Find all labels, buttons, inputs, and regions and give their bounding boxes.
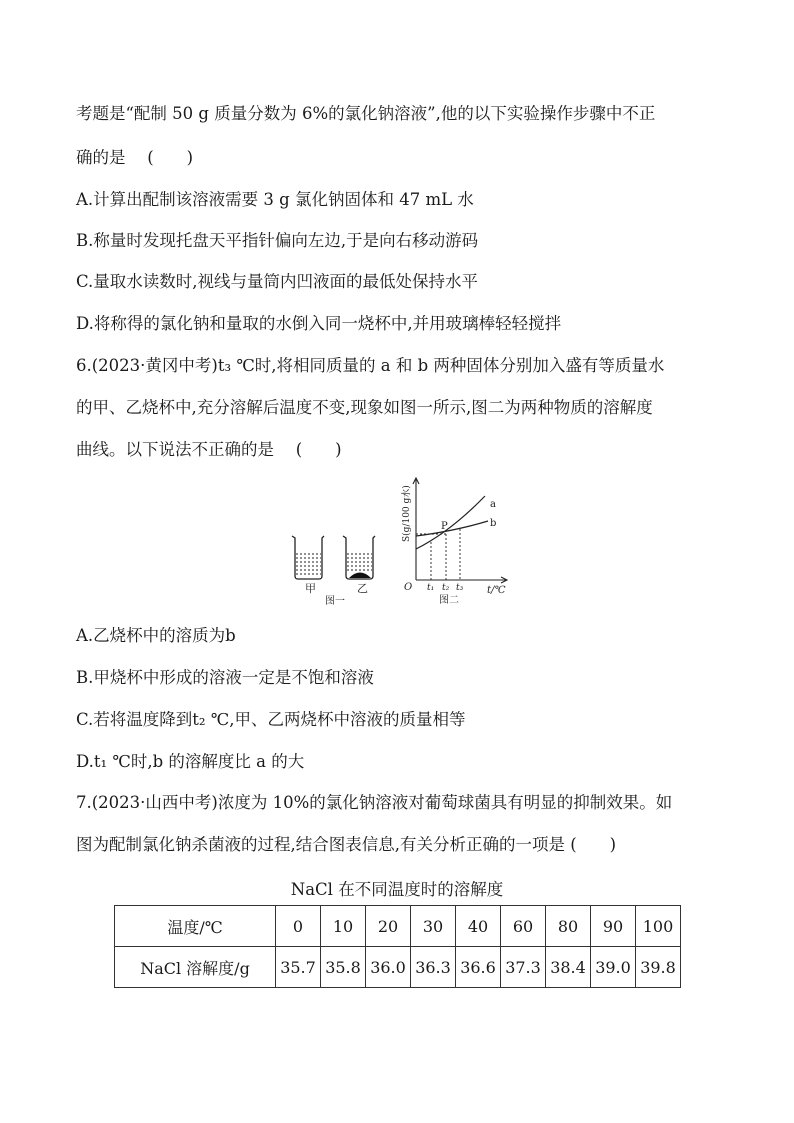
question-6-line-3: 曲线。以下说法不正确的是 ( ) <box>76 440 342 459</box>
table-row-solubility <box>115 947 681 988</box>
option-d-q5: D.将称得的氯化钠和量取的水倒入同一烧杯中,并用玻璃棒轻轻搅拌 <box>76 314 562 333</box>
solubility-table <box>114 905 681 988</box>
table-cell: 20 <box>366 906 411 947</box>
table-cell: 60 <box>501 906 546 947</box>
curve-a <box>416 496 485 549</box>
curve-b-label: b <box>490 518 497 529</box>
option-a-q6: A.乙烧杯中的溶质为b <box>76 626 236 645</box>
undissolved-solid <box>349 573 371 579</box>
origin-label: O <box>404 582 413 593</box>
option-d-q6: D.t₁ ℃时,b 的溶解度比 a 的大 <box>76 752 305 771</box>
option-c-q6: C.若将温度降到t₂ ℃,甲、乙两烧杯中溶液的质量相等 <box>76 710 466 729</box>
y-axis-label: S(g/100 g水) <box>402 485 412 542</box>
beaker-left <box>292 536 324 579</box>
table-cell: 80 <box>546 906 591 947</box>
curve-b <box>416 521 488 536</box>
table-cell: 40 <box>456 906 501 947</box>
table-row-temperature <box>115 906 681 947</box>
table-cell: 39.8 <box>636 947 681 988</box>
figure-beakers-and-curve <box>285 476 515 610</box>
beaker-right <box>343 536 375 579</box>
text-line-1: 考题是“配制 50 g 质量分数为 6%的氯化钠溶液”,他的以下实验操作步骤中不正 <box>76 104 656 123</box>
solubility-graph <box>413 478 507 583</box>
table-cell: 10 <box>321 906 366 947</box>
table-cell: 0 <box>276 906 321 947</box>
table-cell: 36.0 <box>366 947 411 988</box>
t2-tick-label: t₂ <box>442 583 450 593</box>
option-b-q5: B.称量时发现托盘天平指针偏向左边,于是向右移动游码 <box>76 231 479 250</box>
figure-1-caption: 图一 <box>325 596 345 607</box>
t3-tick-label: t₃ <box>456 583 464 593</box>
table-cell: 39.0 <box>591 947 636 988</box>
table-caption: NaCl 在不同温度时的溶解度 <box>290 880 504 899</box>
text-line-2: 确的是 ( ) <box>76 148 194 167</box>
table-cell: 100 <box>636 906 681 947</box>
x-axis-label: t/℃ <box>487 585 506 596</box>
table-cell: 38.4 <box>546 947 591 988</box>
question-7-line-1: 7.(2023·山西中考)浓度为 10%的氯化钠溶液对葡萄球菌具有明显的抑制效果。如 <box>76 793 673 812</box>
table-cell: 35.8 <box>321 947 366 988</box>
table-cell: 36.3 <box>411 947 456 988</box>
beaker-right-label: 乙 <box>357 582 368 595</box>
option-a-q5: A.计算出配制该溶液需要 3 g 氯化钠固体和 47 mL 水 <box>76 190 474 209</box>
option-b-q6: B.甲烧杯中形成的溶液一定是不饱和溶液 <box>76 668 374 687</box>
t1-tick-label: t₁ <box>427 583 435 593</box>
table-header-cell: NaCl 溶解度/g <box>115 947 276 988</box>
curve-a-label: a <box>490 499 496 510</box>
table-header-cell: 温度/℃ <box>115 906 276 947</box>
table-cell: 35.7 <box>276 947 321 988</box>
table-cell: 36.6 <box>456 947 501 988</box>
table-cell: 37.3 <box>501 947 546 988</box>
option-c-q5: C.量取水读数时,视线与量筒内凹液面的最低处保持水平 <box>76 272 479 291</box>
intersection-point-label: P <box>441 521 448 532</box>
table-cell: 30 <box>411 906 456 947</box>
question-6-line-1: 6.(2023·黄冈中考)t₃ ℃时,将相同质量的 a 和 b 两种固体分别加入盛有等质量水 <box>76 356 665 375</box>
question-7-line-2: 图为配制氯化钠杀菌液的过程,结合图表信息,有关分析正确的一项是 ( ) <box>76 835 617 854</box>
table-cell: 90 <box>591 906 636 947</box>
beaker-left-label: 甲 <box>305 582 316 595</box>
figure-2-caption: 图二 <box>439 595 459 606</box>
question-6-line-2: 的甲、乙烧杯中,充分溶解后温度不变,现象如图一所示,图二为两种物质的溶解度 <box>76 398 653 417</box>
